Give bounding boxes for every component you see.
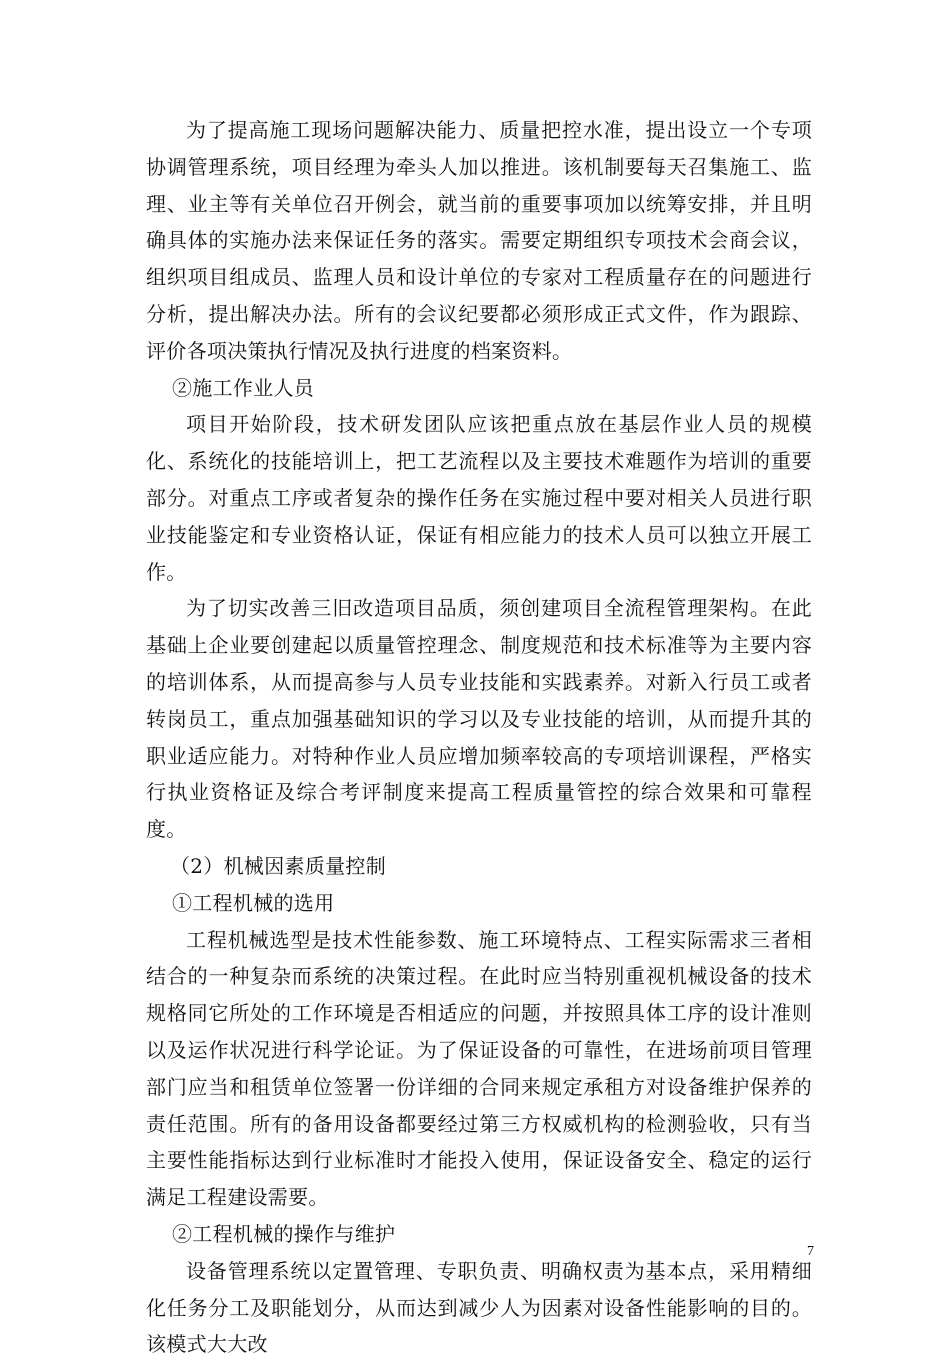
paragraph-skill-training: 项目开始阶段，技术研发团队应该把重点放在基层作业人员的规模化、系统化的技能培训上，把工艺流程以及主要技术难题作为培训的重要部分。对重点工序或者复杂的操作任务在实施过程中要对相关人员进行职业技能鉴定和专业资格认证，保证有相应能力的技术人员可以独立开展工作。 <box>146 412 812 584</box>
paragraph-machinery-selection: 工程机械选型是技术性能参数、施工环境特点、工程实际需求三者相结合的一种复杂而系统的决策过程。在此时应当特别重视机械设备的技术规格同它所处的工作环境是否相适应的问题，并按照具体工序的设计准则以及运作状况进行科学论证。为了保证设备的可靠性，在进场前项目管理部门应当和租赁单位签署一份详细的合同来规定承租方对设备维护保养的责任范围。所有的备用设备都要经过第三方权威机构的检测验收，只有当主要性能指标达到行业标准时才能投入使用，保证设备安全、稳定的运行满足工程建设需要。 <box>146 927 812 1210</box>
section-heading-machinery-quality: （2）机械因素质量控制 <box>170 853 387 878</box>
subheading-machinery-operation: ②工程机械的操作与维护 <box>172 1221 396 1246</box>
paragraph-coordination-system: 为了提高施工现场问题解决能力、质量把控水准，提出设立一个专项协调管理系统，项目经理为牵头人加以推进。该机制要每天召集施工、监理、业主等有关单位召开例会，就当前的重要事项加以统筹安排，并且明确具体的实施办法来保证任务的落实。需要定期组织专项技术会商会议，组织项目组成员、监理人员和设计单位的专家对工程质量存在的问题进行分析，提出解决办法。所有的会议纪要都必须形成正式文件，作为跟踪、评价各项决策执行情况及执行进度的档案资料。 <box>146 118 812 363</box>
paragraph-training-system: 为了切实改善三旧改造项目品质，须创建项目全流程管理架构。在此基础上企业要创建起以质量管控理念、制度规范和技术标准等为主要内容的培训体系，从而提高参与人员专业技能和实践素养。对新入行员工或者转岗员工，重点加强基础知识的学习以及专业技能的培训，从而提升其的职业适应能力。对特种作业人员应增加频率较高的专项培训课程，严格实行执业资格证及综合考评制度来提高工程质量管控的综合效果和可靠程度。 <box>146 596 812 842</box>
page-number: 7 <box>807 1244 814 1259</box>
subheading-construction-workers: ②施工作业人员 <box>172 375 315 400</box>
paragraph-equipment-management: 设备管理系统以定置管理、专职负责、明确权责为基本点，采用精细化任务分工及职能划分，从而达到减少人为因素对设备性能影响的目的。该模式大大改 <box>146 1258 812 1357</box>
subheading-machinery-selection: ①工程机械的选用 <box>172 890 335 915</box>
document-body <box>146 112 812 1363</box>
